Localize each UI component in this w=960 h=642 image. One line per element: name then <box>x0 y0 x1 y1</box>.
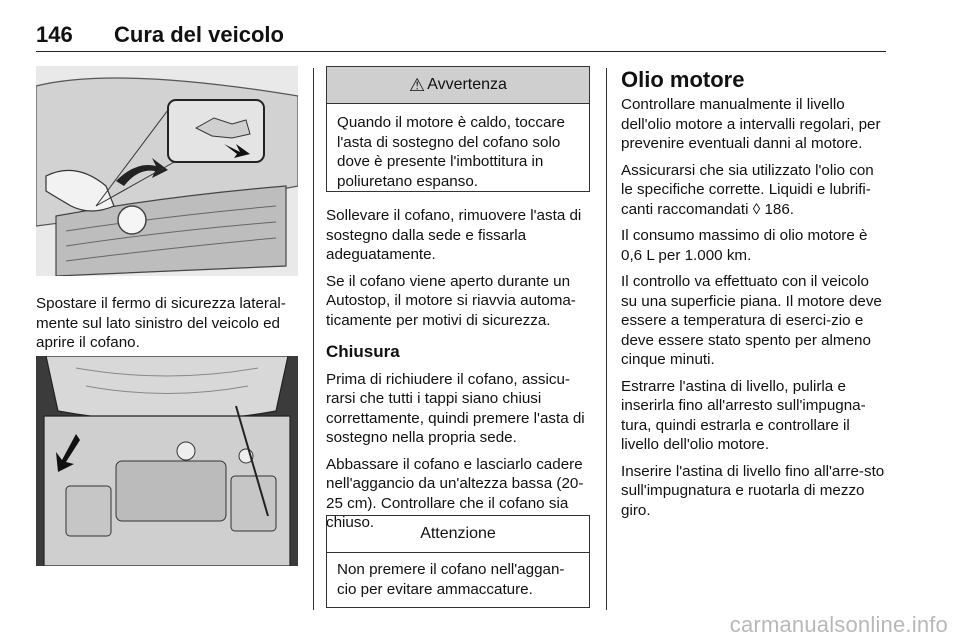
paragraph-lift-hood: Sollevare il cofano, rimuovere l'asta di sostegno dalla sede e fissarla adeguatamente. <box>326 207 582 263</box>
paragraph-autostop: Se il cofano viene aperto durante un Autostop, il motore si riavvia automa-ticamente per motivi di sicurezza. <box>326 272 576 329</box>
column-1-text <box>36 294 298 360</box>
paragraph-consumption: Il consumo massimo di olio motore è 0,6 L per 1.000 km. <box>621 227 868 264</box>
attention-text: Non premere il cofano nell'aggan-cio per evitare ammaccature. <box>337 561 565 598</box>
header-rule <box>36 51 886 52</box>
page-reference-icon: ◊ <box>752 200 761 218</box>
watermark: carmanualsonline.info <box>729 612 948 637</box>
page-number: 146 <box>36 22 73 47</box>
page-header <box>36 22 886 50</box>
page-reference: 186. <box>764 200 795 218</box>
column-divider-1 <box>313 68 314 610</box>
column-3-text <box>621 68 887 527</box>
heading-olio-motore: Olio motore <box>621 67 745 92</box>
heading-chiusura: Chiusura <box>326 342 400 361</box>
attention-title: Attenzione <box>327 516 589 553</box>
warning-text: Quando il motore è caldo, toccare l'asta di sostegno del cofano solo dove è presente l'imbottitura in poliuretano espanso. <box>337 114 565 190</box>
column-2-text <box>326 206 592 540</box>
hood-latch-illustration <box>36 66 298 276</box>
paragraph-oil-spec: Assicurarsi che sia utilizzato l'olio con le specifiche corrette. Liquidi e lubrifi-canti raccomandati ◊ 186. <box>621 161 874 218</box>
warning-header <box>327 67 589 104</box>
engine-bay-illustration <box>36 356 298 566</box>
warning-box <box>326 66 590 192</box>
paragraph-check-oil: Controllare manualmente il livello dell'olio motore a intervalli regolari, per prevenire eventuali danni al motore. <box>621 96 881 152</box>
paragraph-before-closing: Prima di richiudere il cofano, assicu-rarsi che tutti i tappi siano chiusi correttamente, quindi premere l'asta di sostegno nella propria sede. <box>326 370 585 446</box>
paragraph-check-conditions: Il controllo va effettuato con il veicolo su una superficie piana. Il motore deve essere a temperatura di eserci-zio e deve essere stato spento per almeno cinque minuti. <box>621 273 882 368</box>
paragraph-dipstick-insert: Inserire l'astina di livello fino all'arre-sto sull'impugnatura e ruotarla di mezzo giro. <box>621 462 885 519</box>
section-title: Cura del veicolo <box>114 22 284 47</box>
column-divider-2 <box>606 68 607 610</box>
paragraph-lower-hood: Abbassare il cofano e lasciarlo cadere nell'aggancio da un'altezza bassa (20-25 cm). Controllare che il cofano sia chiuso. <box>326 455 584 531</box>
warning-title: Avvertenza <box>427 76 507 93</box>
attention-box <box>326 515 590 608</box>
paragraph-dipstick-check: Estrarre l'astina di livello, pulirla e inserirla fino all'arresto sull'impugna-tura, quindi estrarla e controllare il livello dell'olio motore. <box>621 377 866 453</box>
warning-icon: ⚠ <box>409 74 426 95</box>
hood-latch-caption: Spostare il fermo di sicurezza lateral-mente sul lato sinistro del veicolo ed aprire il cofano. <box>36 295 286 351</box>
